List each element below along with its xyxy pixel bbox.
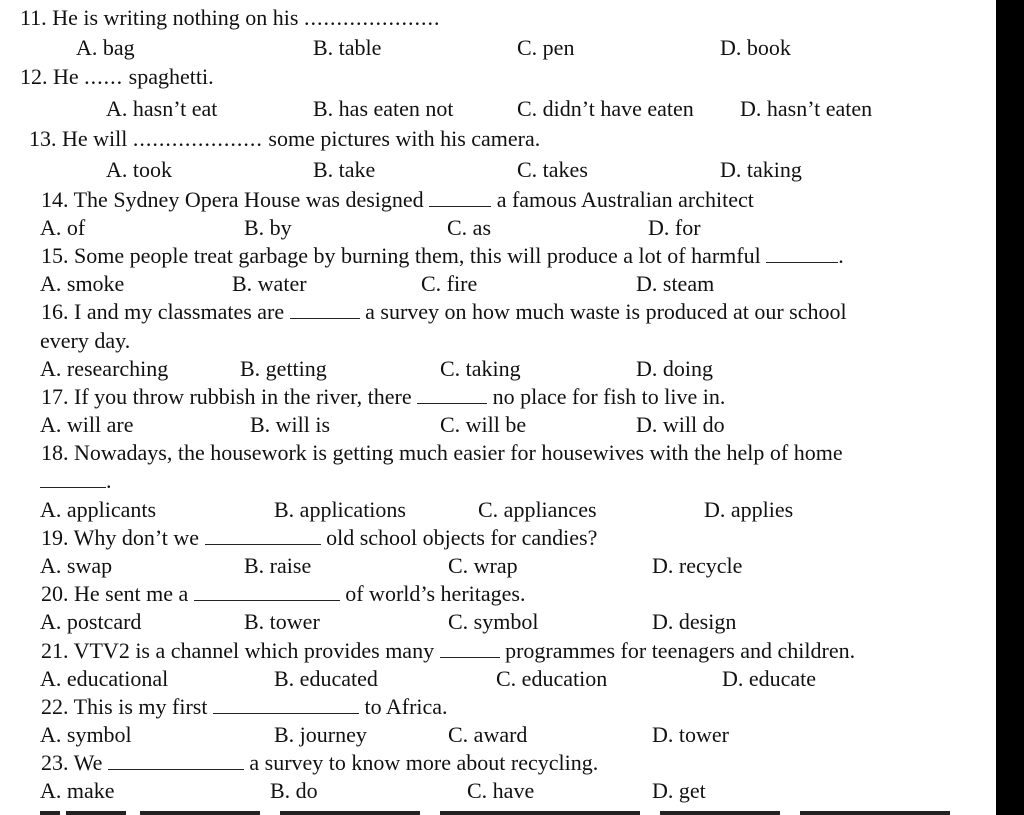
question-14 bbox=[41, 188, 754, 212]
question-text-after: programmes for teenagers and children. bbox=[505, 638, 856, 663]
option-a: A. symbol bbox=[40, 722, 132, 747]
option-d: D. design bbox=[652, 609, 737, 634]
question-text-after: a survey to know more about recycling. bbox=[249, 750, 599, 775]
option-a: A. will are bbox=[40, 412, 134, 437]
question-20 bbox=[41, 582, 525, 606]
question-text: He will bbox=[62, 126, 128, 151]
question-19 bbox=[41, 526, 597, 550]
option-d: D. book bbox=[720, 35, 791, 60]
option-a: A. hasn’t eat bbox=[106, 96, 218, 121]
option-d: D. for bbox=[648, 215, 701, 240]
question-text-after: some pictures with his camera. bbox=[268, 126, 541, 151]
question-16 bbox=[41, 300, 847, 324]
option-d: D. educate bbox=[722, 666, 817, 691]
answer-blank bbox=[440, 639, 500, 658]
question-17 bbox=[41, 385, 725, 409]
question-text-after: old school objects for candies? bbox=[326, 525, 598, 550]
question-12 bbox=[20, 65, 214, 89]
answer-blank bbox=[213, 695, 359, 714]
answer-blank bbox=[429, 188, 491, 207]
question-number: 13. bbox=[29, 126, 57, 151]
question-number: 20. bbox=[41, 581, 69, 606]
question-text: I and my classmates are bbox=[74, 299, 285, 324]
option-c: C. have bbox=[467, 778, 535, 803]
option-c: C. didn’t have eaten bbox=[517, 96, 694, 121]
option-a: A. swap bbox=[40, 553, 113, 578]
option-c: C. wrap bbox=[448, 553, 518, 578]
answer-blank bbox=[194, 582, 340, 601]
question-text-after: spaghetti. bbox=[128, 64, 214, 89]
question-text-after: a famous Australian architect bbox=[496, 187, 754, 212]
question-23 bbox=[41, 751, 598, 775]
question-18 bbox=[41, 441, 843, 465]
question-number: 23. bbox=[41, 750, 69, 775]
question-text-after: of world’s heritages. bbox=[345, 581, 526, 606]
question-text-after: . bbox=[838, 243, 844, 268]
option-c: C. award bbox=[448, 722, 528, 747]
question-text: Nowadays, the housework is getting much easier for housewives with the help of home bbox=[74, 440, 843, 465]
question-number: 17. bbox=[41, 384, 69, 409]
option-c: C. education bbox=[496, 666, 608, 691]
question-text: He sent me a bbox=[74, 581, 189, 606]
question-13 bbox=[29, 127, 540, 151]
option-c: C. taking bbox=[440, 356, 521, 381]
option-b: B. raise bbox=[244, 553, 312, 578]
question-number: 19. bbox=[41, 525, 69, 550]
answer-blank: .................... bbox=[132, 126, 263, 151]
option-b: B. will is bbox=[250, 412, 331, 437]
option-b: B. applications bbox=[274, 497, 406, 522]
question-text: He is writing nothing on his bbox=[52, 5, 299, 30]
option-b: B. water bbox=[232, 271, 307, 296]
answer-blank bbox=[417, 385, 487, 404]
option-b: B. journey bbox=[274, 722, 367, 747]
option-a: A. postcard bbox=[40, 609, 142, 634]
option-a: A. applicants bbox=[40, 497, 157, 522]
question-text: The Sydney Opera House was designed bbox=[73, 187, 424, 212]
answer-blank bbox=[108, 751, 244, 770]
option-a: A. bag bbox=[76, 35, 135, 60]
option-b: B. by bbox=[244, 215, 292, 240]
option-d: D. recycle bbox=[652, 553, 743, 578]
option-b: B. table bbox=[313, 35, 382, 60]
question-text: This is my first bbox=[73, 694, 208, 719]
option-b: B. has eaten not bbox=[313, 96, 454, 121]
option-a: A. of bbox=[40, 215, 86, 240]
option-a: A. took bbox=[106, 157, 172, 182]
question-text-after: no place for fish to live in. bbox=[492, 384, 726, 409]
answer-blank bbox=[766, 244, 838, 263]
option-d: D. get bbox=[652, 778, 706, 803]
question-11 bbox=[20, 6, 440, 30]
question-number: 18. bbox=[41, 440, 69, 465]
option-b: B. do bbox=[270, 778, 318, 803]
question-16-continuation: every day. bbox=[40, 328, 131, 353]
question-number: 16. bbox=[41, 299, 69, 324]
question-number: 11. bbox=[20, 5, 47, 30]
question-18-continuation bbox=[40, 469, 112, 493]
option-c: C. pen bbox=[517, 35, 575, 60]
question-number: 15. bbox=[41, 243, 69, 268]
question-text: We bbox=[73, 750, 103, 775]
option-c: C. takes bbox=[517, 157, 588, 182]
question-text-after: a survey on how much waste is produced at our school bbox=[365, 299, 847, 324]
question-text-after: . bbox=[106, 468, 112, 493]
question-text-after: to Africa. bbox=[364, 694, 448, 719]
question-text: VTV2 is a channel which provides many bbox=[73, 638, 435, 663]
option-d: D. will do bbox=[636, 412, 725, 437]
option-a: A. make bbox=[40, 778, 115, 803]
option-b: B. take bbox=[313, 157, 376, 182]
option-c: C. appliances bbox=[478, 497, 597, 522]
option-d: D. hasn’t eaten bbox=[740, 96, 873, 121]
option-b: B. educated bbox=[274, 666, 378, 691]
answer-blank: ..................... bbox=[303, 5, 441, 30]
option-a: A. researching bbox=[40, 356, 169, 381]
option-c: C. will be bbox=[440, 412, 527, 437]
option-d: D. steam bbox=[636, 271, 715, 296]
option-d: D. applies bbox=[704, 497, 794, 522]
option-b: B. tower bbox=[244, 609, 320, 634]
question-text: Some people treat garbage by burning them, this will produce a lot of harmful bbox=[74, 243, 761, 268]
option-a: A. smoke bbox=[40, 271, 125, 296]
option-c: C. as bbox=[447, 215, 491, 240]
question-number: 12. bbox=[20, 64, 48, 89]
question-21 bbox=[41, 639, 855, 663]
answer-blank: ...... bbox=[84, 64, 124, 89]
question-text: If you throw rubbish in the river, there bbox=[74, 384, 412, 409]
question-15 bbox=[41, 244, 844, 268]
option-d: D. taking bbox=[720, 157, 802, 182]
answer-blank bbox=[205, 526, 321, 545]
question-22 bbox=[41, 695, 448, 719]
question-number: 14. bbox=[41, 187, 69, 212]
option-c: C. fire bbox=[421, 271, 478, 296]
option-d: D. tower bbox=[652, 722, 729, 747]
answer-blank bbox=[40, 469, 106, 488]
option-b: B. getting bbox=[240, 356, 327, 381]
cropped-next-line bbox=[0, 805, 996, 815]
question-number: 22. bbox=[41, 694, 69, 719]
answer-blank bbox=[290, 300, 360, 319]
question-number: 21. bbox=[41, 638, 69, 663]
question-text: He bbox=[53, 64, 79, 89]
question-text: Why don’t we bbox=[73, 525, 200, 550]
option-d: D. doing bbox=[636, 356, 713, 381]
option-a: A. educational bbox=[40, 666, 169, 691]
option-c: C. symbol bbox=[448, 609, 539, 634]
